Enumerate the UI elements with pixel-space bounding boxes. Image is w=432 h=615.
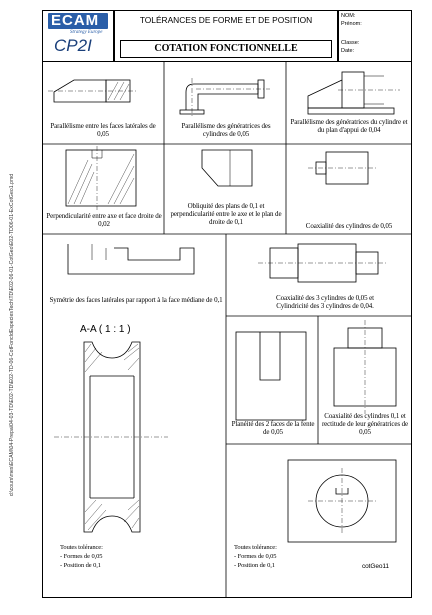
caption-symmetry: Symétrie des faces latérales par rapport à la face médiane de 0,1: [49, 296, 223, 304]
caption-stepped-coaxiality: Coaxialité des cylindres 0,1 et rectitude de leur génératrices de 0,05: [321, 412, 409, 436]
caption-lateral-faces: Parallélisme entre les faces latérales de 0,05: [50, 122, 156, 138]
drawing-stepped-shaft: [318, 318, 412, 418]
tolerance-right-line1: - Formes de 0,05: [234, 553, 277, 560]
drawing-lateral-faces: [44, 66, 164, 126]
course-code: CP2I: [54, 36, 92, 55]
tolerance-left-line1: - Formes de 0,05: [60, 553, 103, 560]
drawing-symmetry-part: [44, 236, 224, 296]
drawing-cylinder-support: [288, 66, 408, 126]
logo-tagline: Strategy Europe: [70, 30, 103, 35]
caption-perpendicularity: Perpendicularité entre axe et face droite de 0,02: [46, 212, 162, 228]
field-date[interactable]: Date:: [341, 48, 355, 54]
drawing-pulley-section: [44, 336, 224, 546]
tolerance-right-line2: - Position de 0,1: [234, 562, 275, 569]
title-top: TOLÉRANCES DE FORME ET DE POSITION: [139, 15, 313, 25]
section-label: A-A ( 1 : 1 ): [80, 324, 131, 335]
caption-coaxiality-cylinders: Coaxialité des cylindres de 0,05: [305, 222, 393, 230]
margin-file-path: d:\cours\mes\ECAM\04-Prepa\04-03-TD\E02-TD\E02-TD-06-CotFoncIdEspeciesTech\TD\E02-06-01-CotGeo\E02-TD06-01-ExCotGeo1.pmd: [9, 173, 15, 497]
drawing-oblique-planes: [166, 146, 286, 206]
drawing-square-bore: [226, 446, 412, 546]
drawing-perpendicular-block: [44, 146, 164, 216]
caption-cylinder-plane: Parallélisme des génératrices du cylindre et du plan d'appui de 0,04: [290, 118, 408, 134]
field-nom[interactable]: NOM:: [341, 13, 356, 19]
footer-code: cotGeo11: [362, 563, 389, 570]
tolerance-right-title: Toutes tolérance:: [234, 544, 277, 551]
field-classe[interactable]: Classe:: [341, 40, 360, 46]
logo-text: ECAM: [51, 12, 100, 29]
caption-three-cylinders: Coaxialité des 3 cylindres de 0,05 et Cylindricité des 3 cylindres de 0,04.: [276, 294, 374, 310]
field-prenom[interactable]: Prénom:: [341, 21, 362, 27]
tolerance-left-line2: - Position de 0,1: [60, 562, 101, 569]
title-main: COTATION FONCTIONNELLE: [154, 43, 298, 54]
caption-slot-flatness: Planéité des 2 faces de la fente de 0,05: [231, 420, 315, 436]
drawing-coaxial-cylinders: [288, 146, 408, 206]
caption-cylinder-generatrices: Parallélisme des génératrices des cylindres de 0,05: [181, 122, 271, 138]
drawing-slotted-block: [226, 318, 318, 428]
tolerance-left-title: Toutes tolérance:: [60, 544, 103, 551]
caption-obliquity: Obliquité des plans de 0,1 et perpendicularité entre le axe et le plan de droite de 0,1: [170, 202, 282, 226]
drawing-pipe-cylinders: [166, 66, 286, 126]
